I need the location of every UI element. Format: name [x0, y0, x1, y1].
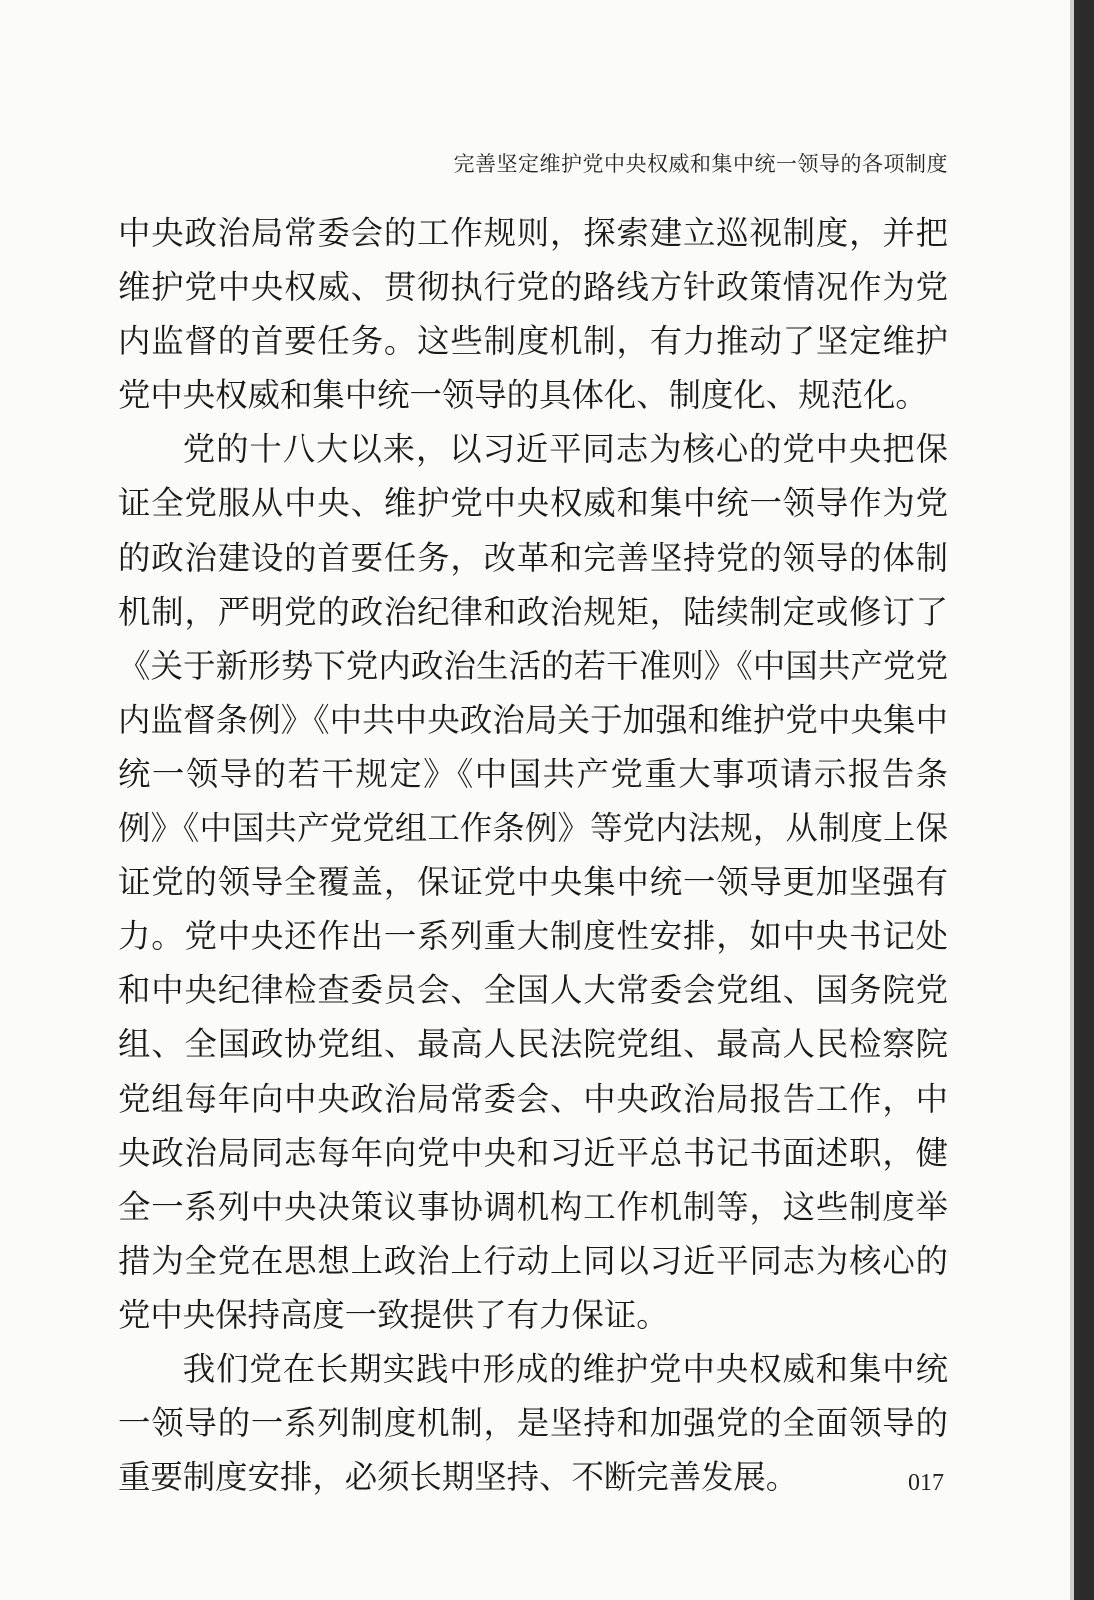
paragraph-since-18th-congress: 党的十八大以来，以习近平同志为核心的党中央把保证全党服从中央、维护党中央权威和集中统一领导作为党的政治建设的首要任务，改革和完善坚持党的领导的体制机制，严明党的政治纪律和政治规矩，陆续制定或修订了《关于新形势下党内政治生活的若干准则》《中国共产党党内监督条例》《中共中央政治局关于加强和维护党中央集中统一领导的若干规定》《中国共产党重大事项请示报告条例》《中国共产党党组工作条例》等党内法规，从制度上保证党的领导全覆盖，保证党中央集中统一领导更加坚强有力。党中央还作出一系列重大制度性安排，如中央书记处和中央纪律检查委员会、全国人大常委会党组、国务院党组、全国政协党组、最高人民法院党组、最高人民检察院党组每年向中央政治局常委会、中央政治局报告工作，中央政治局同志每年向党中央和习近平总书记书面述职，健全一系列中央决策议事协调机构工作机制等，这些制度举措为全党在思想上政治上行动上同以习近平同志为核心的党中央保持高度一致提供了有力保证。 — [118, 430, 948, 1334]
body-text — [118, 206, 948, 1504]
running-header: 完善坚定维护党中央权威和集中统一领导的各项制度 — [453, 152, 948, 176]
paragraph-conclusion: 我们党在长期实践中形成的维护党中央权威和集中统一领导的一系列制度机制，是坚持和加强党的全面领导的重要制度安排，必须长期坚持、不断完善发展。 — [118, 1349, 948, 1497]
page-number: 017 — [908, 1470, 944, 1496]
page-edge-shadow — [1074, 0, 1094, 1600]
paragraph-continuation: 中央政治局常委会的工作规则，探索建立巡视制度，并把维护党中央权威、贯彻执行党的路线方针政策情况作为党内监督的首要任务。这些制度机制，有力推动了坚定维护党中央权威和集中统一领导的具体化、制度化、规范化。 — [118, 214, 948, 415]
